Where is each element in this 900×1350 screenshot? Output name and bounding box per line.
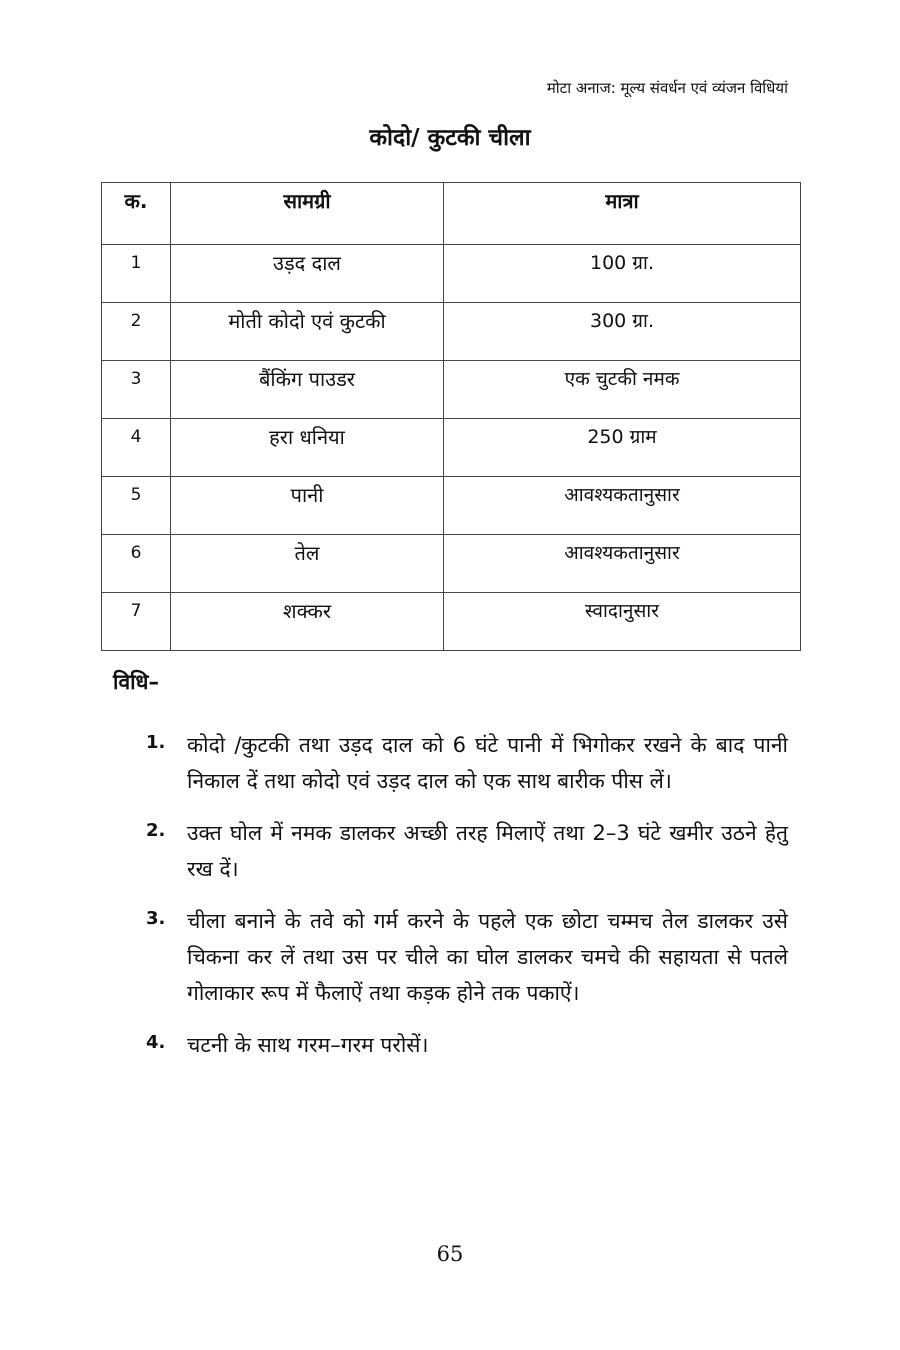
row-serial: 2	[102, 303, 171, 361]
row-serial: 5	[102, 477, 171, 535]
row-ingredient: पानी	[171, 477, 444, 535]
method-step	[146, 727, 788, 799]
running-header: मोटा अनाज: मूल्य संवर्धन एवं व्यंजन विधियां	[546, 79, 788, 97]
method-step	[146, 1027, 788, 1063]
table-row	[102, 535, 801, 593]
page-number: 65	[436, 1242, 464, 1266]
step-number: 1.	[146, 732, 166, 753]
row-serial: 4	[102, 419, 171, 477]
step-text: चटनी के साथ गरम–गरम परोसें।	[187, 1033, 429, 1057]
step-text: कोदो /कुटकी तथा उड़द दाल को 6 घंटे पानी में भिगोकर रखने के बाद पानी निकाल दें तथा कोदो एवं उड़द दाल को एक साथ बारीक पीस लें।	[187, 733, 788, 793]
table-row	[102, 245, 801, 303]
row-quantity: स्वादानुसार	[444, 593, 801, 651]
table-row	[102, 419, 801, 477]
row-quantity: आवश्यकतानुसार	[444, 477, 801, 535]
row-ingredient: उड़द दाल	[171, 245, 444, 303]
table-row	[102, 361, 801, 419]
table-row	[102, 303, 801, 361]
table-row	[102, 477, 801, 535]
step-number: 4.	[146, 1032, 166, 1053]
row-ingredient: हरा धनिया	[171, 419, 444, 477]
recipe-title: कोदो/ कुटकी चीला	[369, 125, 531, 151]
row-serial: 3	[102, 361, 171, 419]
header-serial: क.	[102, 183, 171, 245]
row-serial: 1	[102, 245, 171, 303]
header-quantity: मात्रा	[444, 183, 801, 245]
step-number: 2.	[146, 820, 166, 841]
row-quantity: आवश्यकतानुसार	[444, 535, 801, 593]
step-text: उक्त घोल में नमक डालकर अच्छी तरह मिलाऐं तथा 2–3 घंटे खमीर उठने हेतु रख दें।	[187, 821, 788, 881]
row-ingredient: शक्कर	[171, 593, 444, 651]
row-serial: 7	[102, 593, 171, 651]
method-step	[146, 903, 788, 1011]
header-ingredient: सामग्री	[171, 183, 444, 245]
row-quantity: एक चुटकी नमक	[444, 361, 801, 419]
row-quantity: 300 ग्रा.	[444, 303, 801, 361]
table-header-row	[102, 183, 801, 245]
method-step	[146, 815, 788, 887]
row-ingredient: मोती कोदो एवं कुटकी	[171, 303, 444, 361]
step-number: 3.	[146, 908, 166, 929]
method-steps	[146, 727, 788, 1079]
step-text: चीला बनाने के तवे को गर्म करने के पहले एक छोटा चम्मच तेल डालकर उसे चिकना कर लें तथा उस पर चीले का घोल डालकर चमचे की सहायता से पतले गोलाकार रूप में फैलाऐं तथा कड़क होने तक पकाऐं।	[187, 909, 788, 1005]
ingredients-table	[101, 182, 801, 651]
row-quantity: 100 ग्रा.	[444, 245, 801, 303]
table-row	[102, 593, 801, 651]
method-heading: विधि–	[113, 670, 159, 694]
row-ingredient: बैंकिंग पाउडर	[171, 361, 444, 419]
row-quantity: 250 ग्राम	[444, 419, 801, 477]
row-serial: 6	[102, 535, 171, 593]
row-ingredient: तेल	[171, 535, 444, 593]
